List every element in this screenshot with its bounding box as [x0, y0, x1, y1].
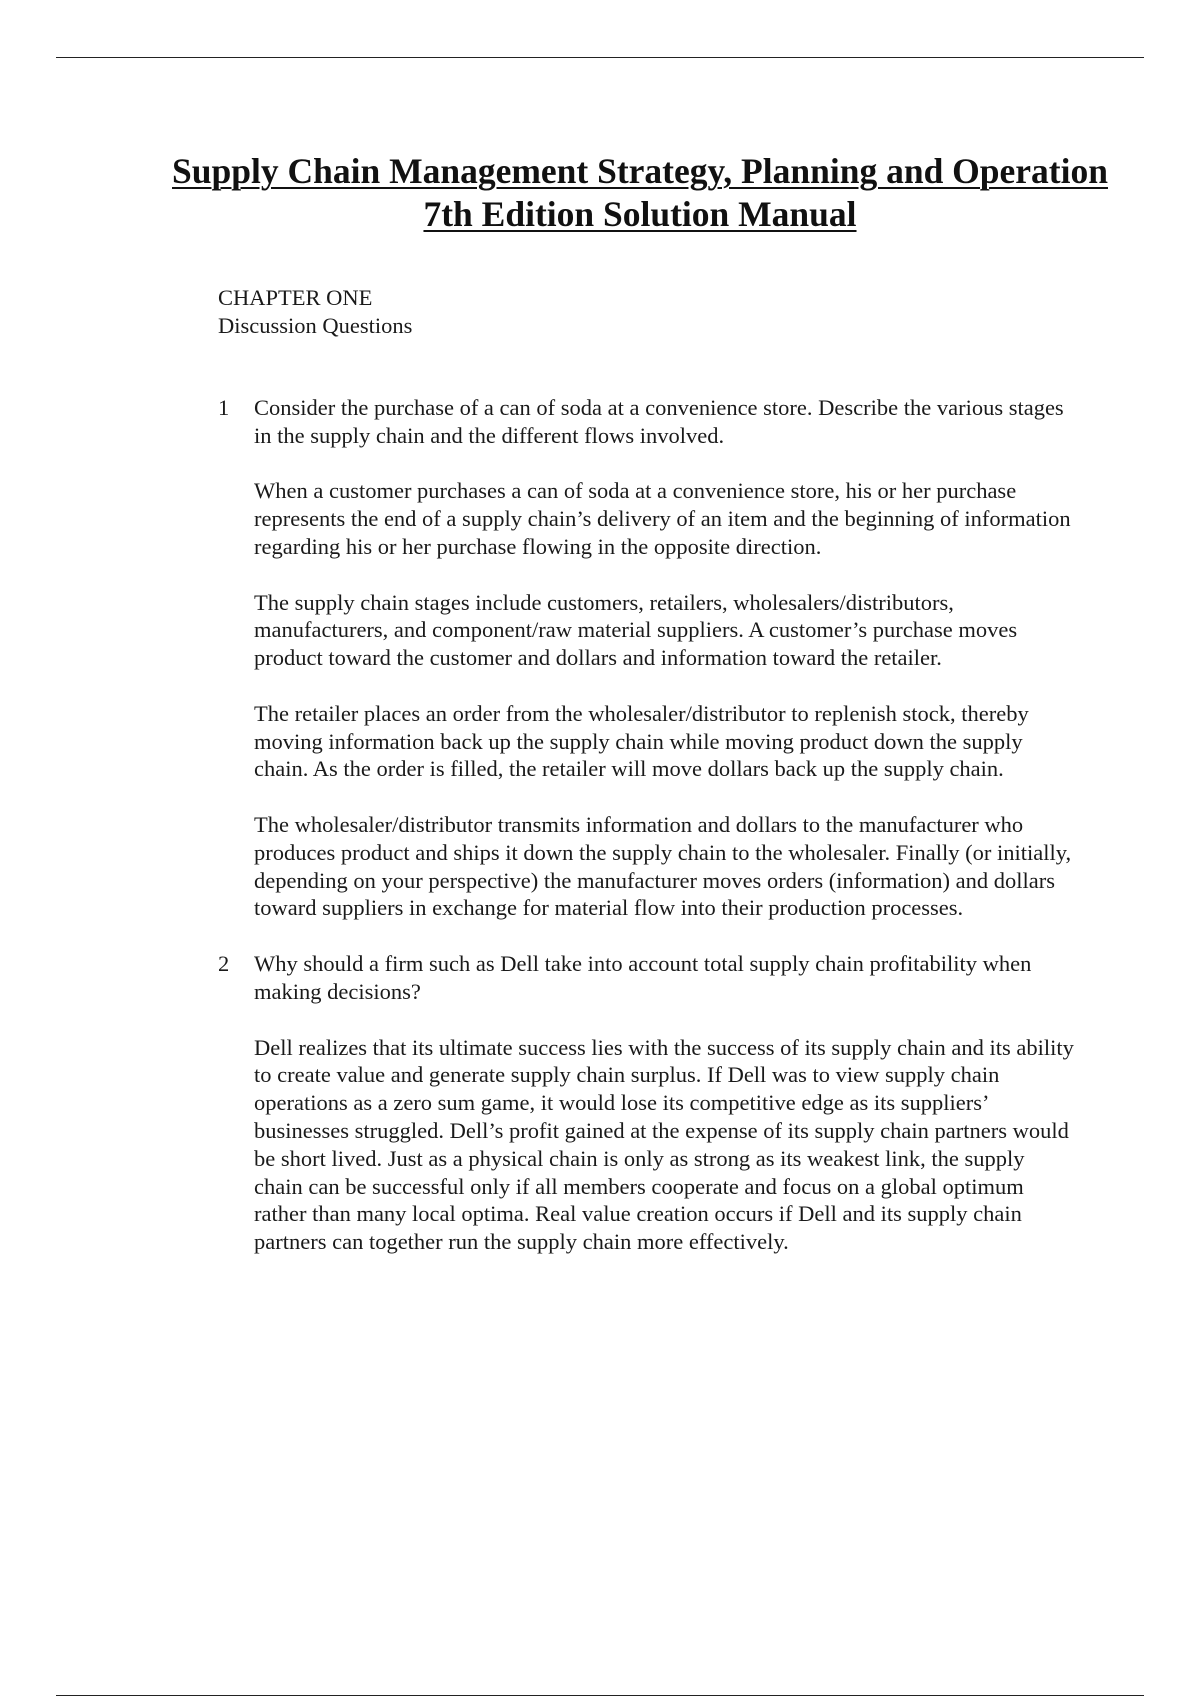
question-item	[218, 394, 1078, 922]
answer-block	[254, 1034, 1078, 1256]
answer-paragraph: The wholesaler/distributor transmits information and dollars to the manufacturer who produces product and ships it down the supply chain to the wholesaler. Finally (or initially, depending on your perspective) the manufacturer moves orders (information) and dollars toward suppliers in exchange for material flow into their production processes.	[254, 811, 1072, 921]
title-line-2: 7th Edition Solution Manual	[423, 194, 857, 234]
top-rule	[56, 57, 1144, 58]
section-label: Discussion Questions	[218, 313, 413, 338]
bottom-rule	[56, 1695, 1144, 1696]
question-text: Why should a firm such as Dell take into account total supply chain profitability when making decisions?	[254, 951, 1032, 1004]
chapter-heading	[218, 284, 412, 340]
title-line-1: Supply Chain Management Strategy, Planning and Operation	[172, 151, 1108, 191]
answer-block	[254, 477, 1078, 922]
answer-paragraph: The supply chain stages include customers, retailers, wholesalers/distributors, manufacturers, and component/raw material suppliers. A customer’s purchase moves product toward the customer and dollars and information toward the retailer.	[254, 589, 1018, 671]
document-title	[120, 150, 1160, 236]
question-number: 2	[218, 951, 230, 977]
answer-paragraph: Dell realizes that its ultimate success lies with the success of its supply chain and its ability to create value and generate supply chain surplus. If Dell was to view supply chain operations as a zero sum game, it would lose its competitive edge as its suppliers’ businesses struggled. Dell’s profit gained at the expense of its supply chain partners would be short lived. Just as a physical chain is only as strong as its weakest link, the supply chain can be successful only if all members cooperate and focus on a global optimum rather than many local optima. Real value creation occurs if Dell and its supply chain partners can together run the supply chain more effectively.	[254, 1034, 1074, 1255]
question-number: 1	[218, 395, 230, 420]
chapter-label: CHAPTER ONE	[218, 285, 373, 310]
questions-list	[218, 394, 1078, 1284]
answer-paragraph: When a customer purchases a can of soda at a convenience store, his or her purchase represents the end of a supply chain’s delivery of an item and the beginning of information regarding his or her purchase flowing in the opposite direction.	[254, 478, 1071, 559]
question-item	[218, 950, 1078, 1256]
question-text: Consider the purchase of a can of soda at a convenience store. Describe the various stages in the supply chain and the different flows involved.	[254, 395, 1064, 448]
answer-paragraph: The retailer places an order from the wholesaler/distributor to replenish stock, thereby moving information back up the supply chain while moving product down the supply chain. As the order is filled, the retailer will move dollars back up the supply chain.	[254, 700, 1029, 782]
